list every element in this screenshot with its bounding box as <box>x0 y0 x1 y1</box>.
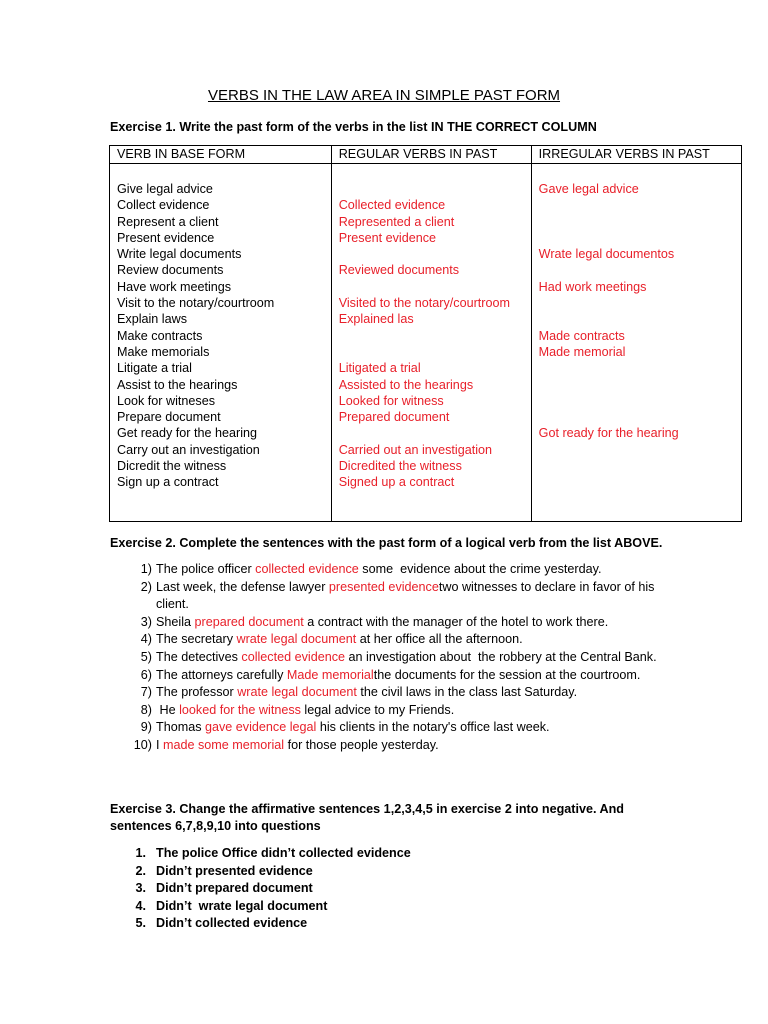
exercise-2-list <box>110 561 670 755</box>
list-item <box>110 915 670 933</box>
sentence-end: at her office all the afternoon. <box>356 632 523 647</box>
item-number: 7) <box>140 685 152 700</box>
table-cell-irregular <box>539 360 741 376</box>
answer-text: wrate legal document <box>237 685 357 700</box>
table-cell-base: Look for witneses <box>117 393 216 408</box>
answer-text: collected evidence <box>255 562 359 576</box>
answer-text: Made memorial <box>286 667 374 682</box>
table-cell-base: Sign up a contract <box>117 475 219 490</box>
table-cell-base: Make memorials <box>117 344 210 359</box>
table-cell-irregular: Made memorial <box>538 344 626 359</box>
list-item <box>110 719 670 737</box>
sentence-end: his clients in the notary's office last week. <box>316 720 550 735</box>
answer-sentence: Didn’t presented evidence <box>156 863 313 878</box>
item-number: 4. <box>135 898 146 913</box>
table-cell-base: Present evidence <box>117 230 215 245</box>
table-cell-irregular <box>539 214 741 230</box>
list-item <box>110 898 670 916</box>
table-cell-irregular <box>539 393 741 409</box>
table-cell-base: Litigate a trial <box>117 361 192 376</box>
answer-sentence: Didn’t prepared document <box>156 881 313 896</box>
page-title: VERBS IN THE LAW AREA IN SIMPLE PAST FORM <box>207 87 561 104</box>
answer-text: wrate legal document <box>236 632 357 647</box>
sentence-end: two witnesses to declare in favor of his client. <box>156 579 658 612</box>
list-item <box>110 561 670 579</box>
item-number: 2) <box>140 579 152 594</box>
answer-sentence: Didn’t wrate legal document <box>156 898 328 913</box>
table-cell-regular <box>339 328 531 344</box>
table-cell-base: Review documents <box>117 263 224 278</box>
sentence-start: Last week, the defense lawyer <box>156 579 329 594</box>
sentence-start: The detectives <box>156 649 242 664</box>
table-cell-base: Carry out an investigation <box>117 442 260 457</box>
table-cell-irregular <box>539 295 741 311</box>
table-cell-regular: Litigated a trial <box>338 361 421 376</box>
table-cell-irregular <box>539 377 741 393</box>
table-cell-regular <box>339 344 531 360</box>
answer-sentence: The police Office didn’t collected evidence <box>156 846 411 860</box>
header-irregular-past: IRREGULAR VERBS IN PAST <box>531 146 741 164</box>
item-number: 8) <box>140 702 152 717</box>
list-item <box>110 880 670 898</box>
item-number: 4) <box>140 632 152 647</box>
table-cell-regular <box>339 246 531 262</box>
sentence-start: I <box>156 737 163 752</box>
answer-text: gave evidence legal <box>205 720 317 735</box>
table-cell-regular: Signed up a contract <box>338 475 455 490</box>
item-number: 6) <box>140 667 152 682</box>
sentence-start: The professor <box>156 685 238 700</box>
item-number: 5) <box>140 649 152 664</box>
table-cell-irregular <box>539 474 741 490</box>
sentence-end: for those people yesterday. <box>284 737 439 752</box>
list-item <box>110 702 670 720</box>
header-base-form: VERB IN BASE FORM <box>110 146 332 164</box>
answer-text: presented evidence <box>328 579 439 594</box>
table-cell-base: Assist to the hearings <box>117 377 238 392</box>
item-number: 9) <box>140 720 152 735</box>
item-number: 3) <box>140 614 152 629</box>
list-item <box>110 737 670 755</box>
table-cell-irregular <box>539 409 741 425</box>
table-cell-irregular: Had work meetings <box>538 279 647 294</box>
table-cell-regular <box>339 279 531 295</box>
table-cell-base: Prepare document <box>117 410 221 425</box>
table-cell-regular: Assisted to the hearings <box>338 377 474 392</box>
sentence-end: the documents for the session at the courtroom. <box>373 667 641 682</box>
list-item <box>110 845 670 863</box>
table-cell-regular: Carried out an investigation <box>338 442 493 457</box>
item-number: 1. <box>135 846 146 860</box>
list-item <box>110 614 670 632</box>
base-form-column <box>110 164 332 522</box>
exercise-3-heading: Exercise 3. Change the affirmative sentences 1,2,3,4,5 in exercise 2 into negative. And sentences 6,7,8,9,10 into questions <box>110 802 625 833</box>
exercise-2-heading: Exercise 2. Complete the sentences with the past form of a logical verb from the list ABOVE. <box>110 536 663 550</box>
table-cell-base: Write legal documents <box>117 247 242 262</box>
sentence-start: The police officer <box>156 562 256 576</box>
verbs-table <box>109 145 742 522</box>
table-cell-regular: Visited to the notary/courtroom <box>338 296 510 311</box>
table-cell-regular: Reviewed documents <box>338 263 460 278</box>
table-cell-regular: Looked for witness <box>338 393 444 408</box>
answer-text: made some memorial <box>163 737 285 752</box>
table-cell-regular <box>339 425 531 441</box>
sentence-start: The secretary <box>156 632 237 647</box>
sentence-end: a contract with the manager of the hotel to work there. <box>303 614 609 629</box>
table-cell-irregular <box>539 230 741 246</box>
answer-text: looked for the witness <box>179 702 301 717</box>
table-cell-base: Give legal advice <box>117 182 213 196</box>
table-cell-base: Collect evidence <box>117 198 210 213</box>
list-item <box>110 631 670 649</box>
answer-text: prepared document <box>194 614 304 629</box>
sentence-end: legal advice to my Friends. <box>300 702 455 717</box>
item-number: 5. <box>135 916 146 931</box>
table-cell-base: Make contracts <box>117 328 203 343</box>
table-cell-regular: Explained las <box>338 312 414 327</box>
sentence-end: some evidence about the crime yesterday. <box>358 562 602 576</box>
table-cell-base: Have work meetings <box>117 279 232 294</box>
sentence-start: He <box>156 702 180 717</box>
table-cell-base: Visit to the notary/courtroom <box>117 296 275 311</box>
table-cell-irregular <box>539 442 741 458</box>
table-cell-irregular <box>539 262 741 278</box>
answer-text: collected evidence <box>241 649 346 664</box>
sentence-start: Thomas <box>156 720 205 735</box>
list-item <box>110 684 670 702</box>
list-item <box>110 667 670 685</box>
table-cell-regular: Present evidence <box>338 230 437 245</box>
item-number: 1) <box>140 562 152 576</box>
table-cell-base: Represent a client <box>117 214 219 229</box>
table-cell-irregular: Wrate legal documentos <box>538 247 675 262</box>
table-cell-irregular <box>539 197 741 213</box>
table-cell-regular: Collected evidence <box>338 198 446 213</box>
header-regular-past: REGULAR VERBS IN PAST <box>331 146 531 164</box>
table-cell-irregular: Got ready for the hearing <box>538 426 679 441</box>
exercise-3-list <box>110 845 670 933</box>
table-cell-regular: Dicredited the witness <box>338 459 462 474</box>
table-cell-irregular: Gave legal advice <box>538 182 639 196</box>
table-cell-irregular <box>539 458 741 474</box>
table-body-row <box>110 164 742 522</box>
list-item <box>110 579 670 614</box>
regular-past-column <box>331 164 531 522</box>
table-cell-irregular <box>539 311 741 327</box>
list-item <box>110 863 670 881</box>
table-cell-regular: Prepared document <box>338 410 450 425</box>
table-cell-base: Dicredit the witness <box>117 459 227 474</box>
item-number: 10) <box>133 737 152 752</box>
sentence-start: The attorneys carefully <box>156 667 287 682</box>
exercise-1-heading: Exercise 1. Write the past form of the verbs in the list IN THE CORRECT COLUMN <box>110 120 597 134</box>
table-cell-regular <box>339 181 531 197</box>
table-cell-base: Get ready for the hearing <box>117 426 258 441</box>
table-header-row <box>110 146 742 164</box>
table-cell-base: Explain laws <box>117 312 187 327</box>
item-number: 2. <box>135 863 146 878</box>
table-cell-irregular: Made contracts <box>538 328 625 343</box>
irregular-past-column <box>531 164 741 522</box>
list-item <box>110 649 670 667</box>
sentence-start: Sheila <box>156 614 195 629</box>
answer-sentence: Didn’t collected evidence <box>156 916 308 931</box>
item-number: 3. <box>135 881 146 896</box>
sentence-end: an investigation about the robbery at the Central Bank. <box>345 649 657 664</box>
sentence-end: the civil laws in the class last Saturday. <box>356 685 578 700</box>
table-cell-regular: Represented a client <box>338 214 455 229</box>
